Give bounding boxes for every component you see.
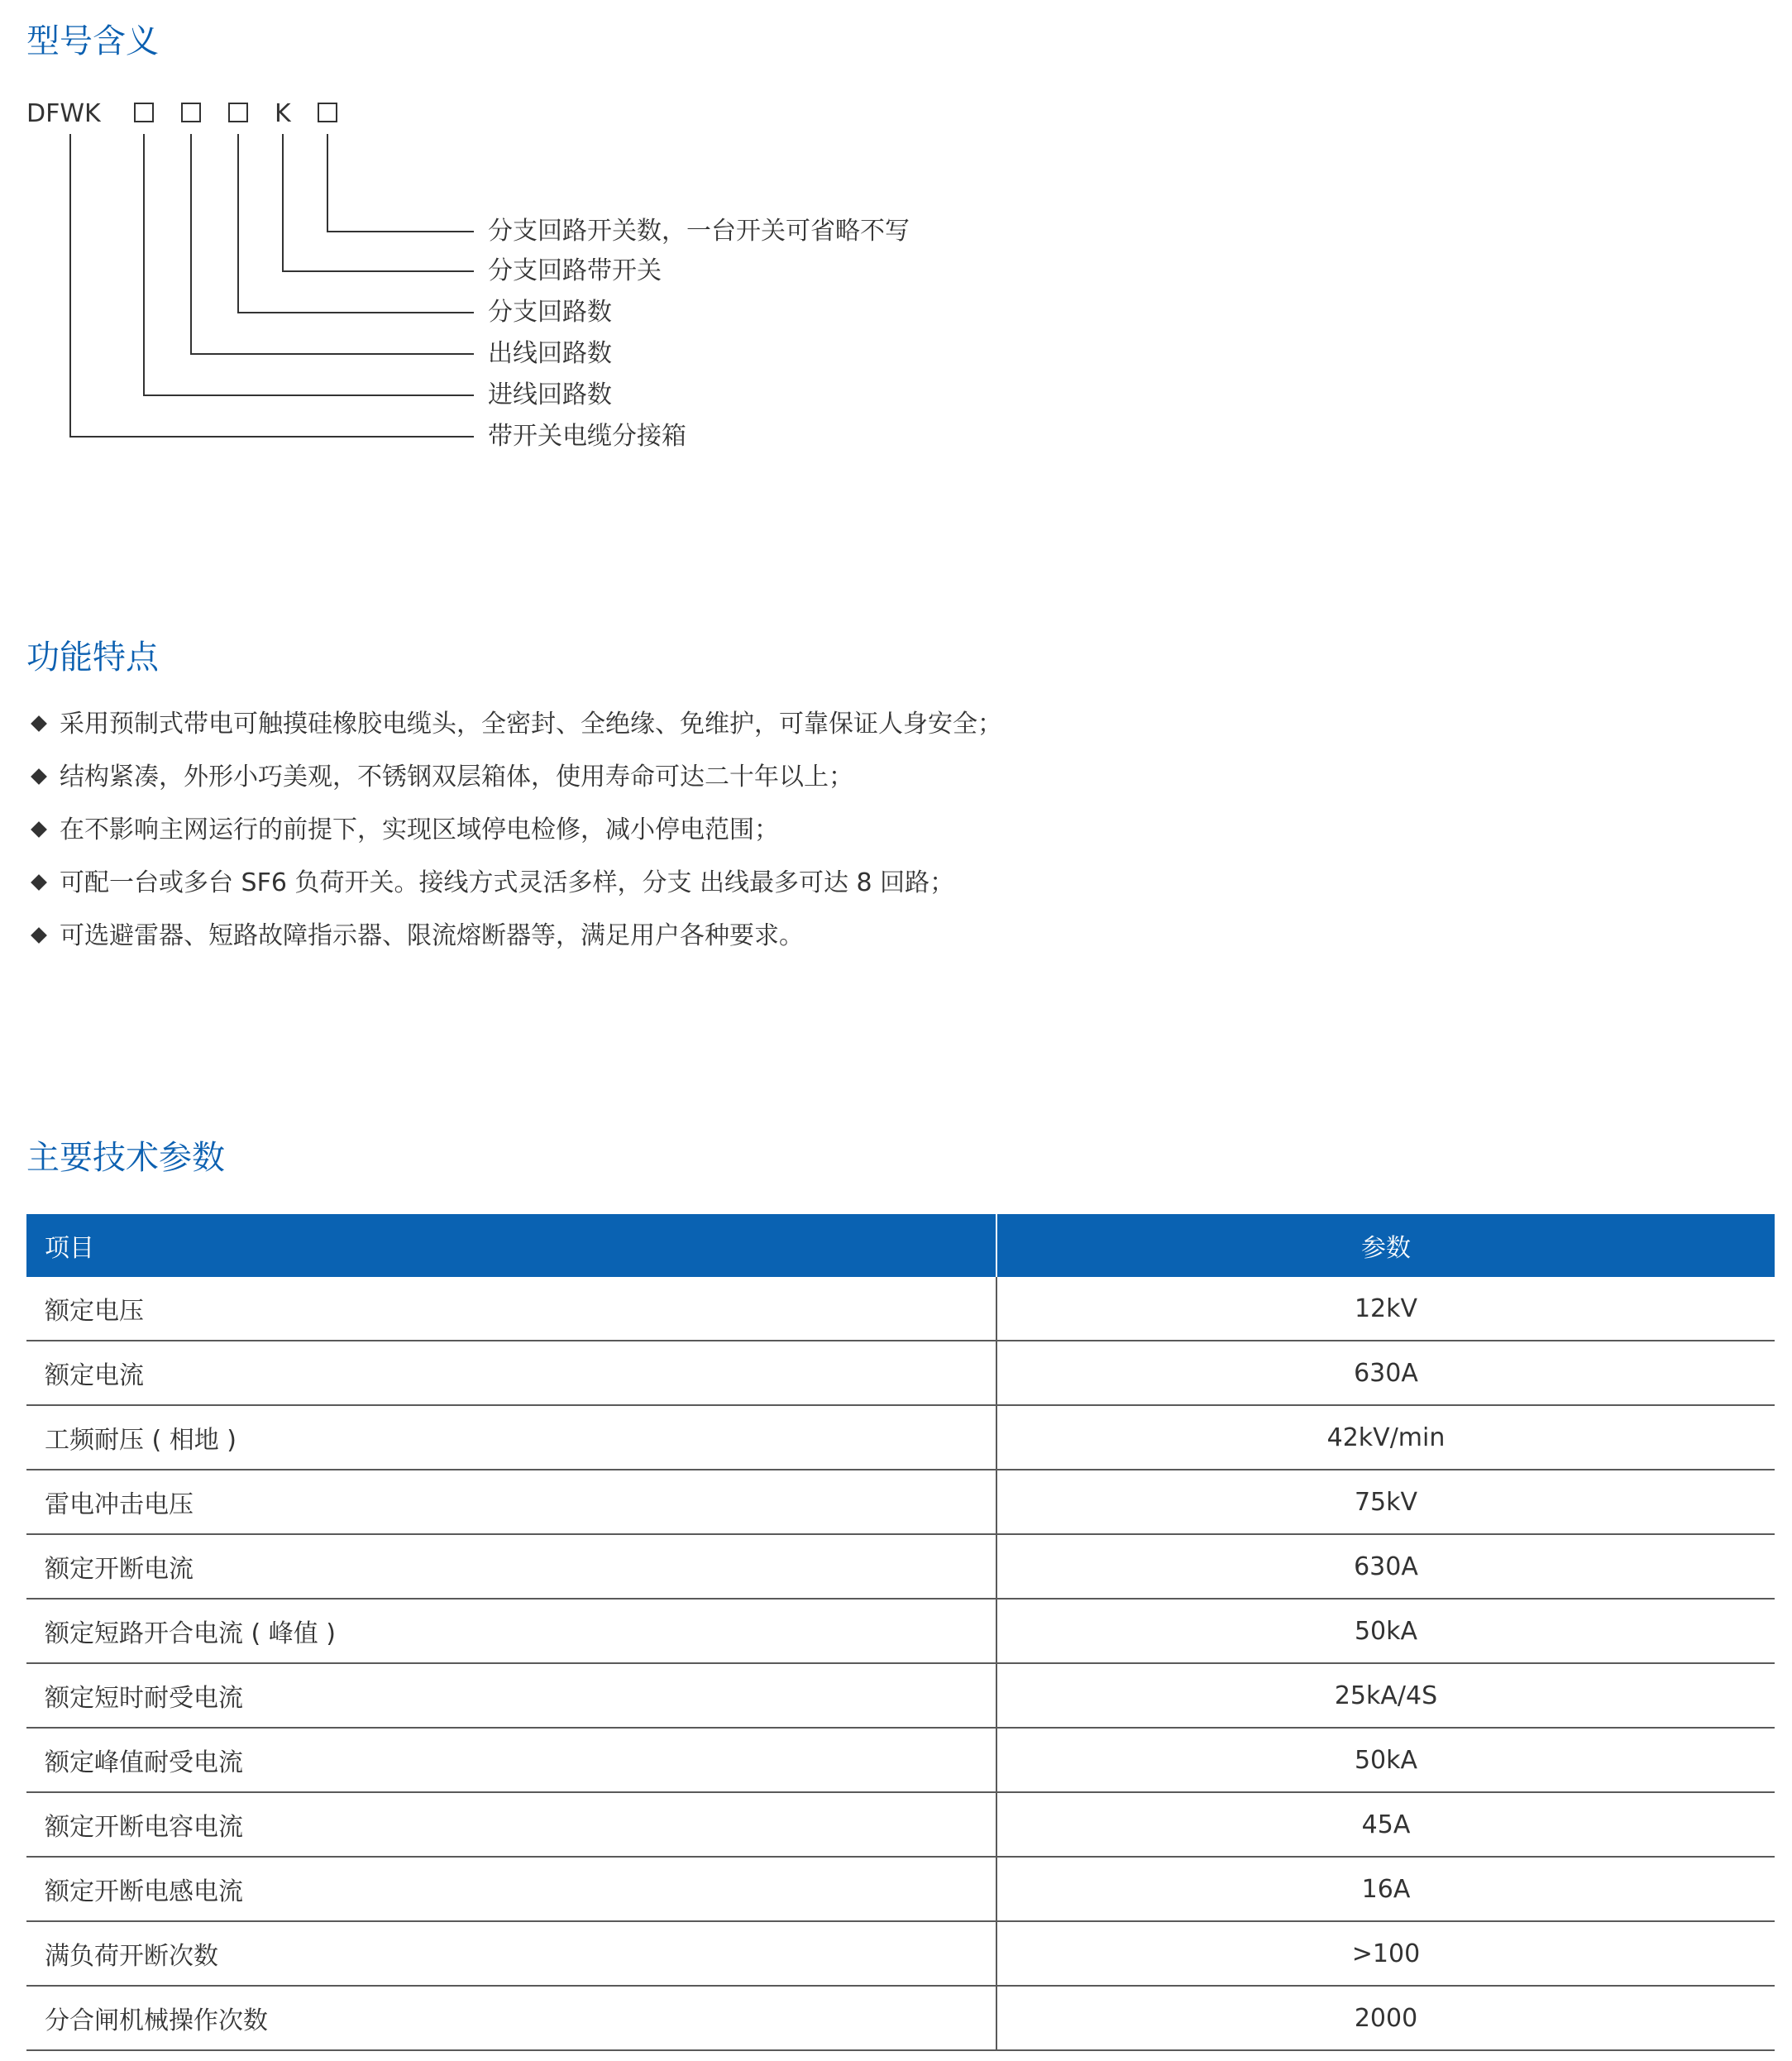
param-name: 额定电流 xyxy=(26,1341,996,1405)
param-value: 45A xyxy=(996,1792,1775,1857)
param-name: 额定峰值耐受电流 xyxy=(26,1728,996,1792)
param-value: 75kV xyxy=(996,1470,1775,1534)
param-value: 42kV/min xyxy=(996,1405,1775,1470)
table-row xyxy=(26,1792,1775,1857)
param-name: 雷电冲击电压 xyxy=(26,1470,996,1534)
feature-text: 可配一台或多台 SF6 负荷开关。接线方式灵活多样，分支 出线最多可达 8 回路； xyxy=(60,868,955,897)
features-heading: 功能特点 xyxy=(26,638,159,677)
table-row xyxy=(26,1663,1775,1728)
param-value: >100 xyxy=(996,1921,1775,1986)
param-name: 额定开断电感电流 xyxy=(26,1857,996,1921)
bullet-diamond-icon xyxy=(31,768,47,785)
feature-item xyxy=(26,867,954,900)
param-name: 工频耐压 ( 相地 ) xyxy=(26,1405,996,1470)
param-value: 50kA xyxy=(996,1599,1775,1663)
table-row xyxy=(26,1857,1775,1921)
param-value: 2000 xyxy=(996,1986,1775,2050)
params-heading: 主要技术参数 xyxy=(26,1139,225,1177)
table-row xyxy=(26,1921,1775,1986)
feature-item xyxy=(26,761,853,794)
param-value: 12kV xyxy=(996,1277,1775,1341)
feature-text: 采用预制式带电可触摸硅橡胶电缆头，全密封、全绝缘、免维护，可靠保证人身安全； xyxy=(60,710,1002,739)
param-name: 额定短路开合电流 ( 峰值 ) xyxy=(26,1599,996,1663)
table-row xyxy=(26,1405,1775,1470)
param-name: 分合闸机械操作次数 xyxy=(26,1986,996,2050)
feature-item xyxy=(26,814,779,847)
legend-item-branch-switch: 分支回路带开关 xyxy=(488,256,662,285)
table-row xyxy=(26,1534,1775,1599)
feature-item xyxy=(26,920,804,953)
param-value: 50kA xyxy=(996,1728,1775,1792)
feature-item xyxy=(26,708,1002,741)
code-box-incoming xyxy=(134,103,154,122)
param-value: 630A xyxy=(996,1534,1775,1599)
param-name: 额定电压 xyxy=(26,1277,996,1341)
legend-item-outgoing-count: 出线回路数 xyxy=(488,339,612,368)
feature-text: 结构紧凑，外形小巧美观，不锈钢双层箱体，使用寿命可达二十年以上； xyxy=(60,763,853,791)
feature-text: 在不影响主网运行的前提下，实现区域停电检修，减小停电范围； xyxy=(60,815,779,844)
table-row xyxy=(26,1277,1775,1341)
param-name: 额定短时耐受电流 xyxy=(26,1663,996,1728)
param-name: 额定开断电流 xyxy=(26,1534,996,1599)
param-value: 25kA/4S xyxy=(996,1663,1775,1728)
model-code-prefix: DFWK xyxy=(26,99,101,128)
code-box-outgoing xyxy=(181,103,201,122)
param-value: 630A xyxy=(996,1341,1775,1405)
table-row xyxy=(26,1728,1775,1792)
legend-item-product: 带开关电缆分接箱 xyxy=(488,422,686,451)
bullet-diamond-icon xyxy=(31,821,47,838)
bullet-diamond-icon xyxy=(31,715,47,732)
code-letter-k: K xyxy=(275,99,291,128)
bullet-diamond-icon xyxy=(31,874,47,891)
param-name: 额定开断电容电流 xyxy=(26,1792,996,1857)
column-header-value: 参数 xyxy=(996,1214,1775,1277)
model-meaning-heading: 型号含义 xyxy=(26,22,159,60)
table-row xyxy=(26,1599,1775,1663)
table-row xyxy=(26,1986,1775,2050)
table-row xyxy=(26,1470,1775,1534)
code-box-branch xyxy=(228,103,248,122)
table-header-row xyxy=(26,1214,1775,1277)
table-row xyxy=(26,1341,1775,1405)
spec-table xyxy=(26,1214,1775,2051)
column-header-item: 项目 xyxy=(26,1214,996,1277)
param-name: 满负荷开断次数 xyxy=(26,1921,996,1986)
param-value: 16A xyxy=(996,1857,1775,1921)
legend-item-incoming-count: 进线回路数 xyxy=(488,380,612,409)
legend-item-branch-count: 分支回路数 xyxy=(488,298,612,327)
bullet-diamond-icon xyxy=(31,927,47,944)
feature-text: 可选避雷器、短路故障指示器、限流熔断器等，满足用户各种要求。 xyxy=(60,921,804,950)
code-box-switch-count xyxy=(318,103,337,122)
legend-item-switch-count: 分支回路开关数，一台开关可省略不写 xyxy=(488,217,910,246)
